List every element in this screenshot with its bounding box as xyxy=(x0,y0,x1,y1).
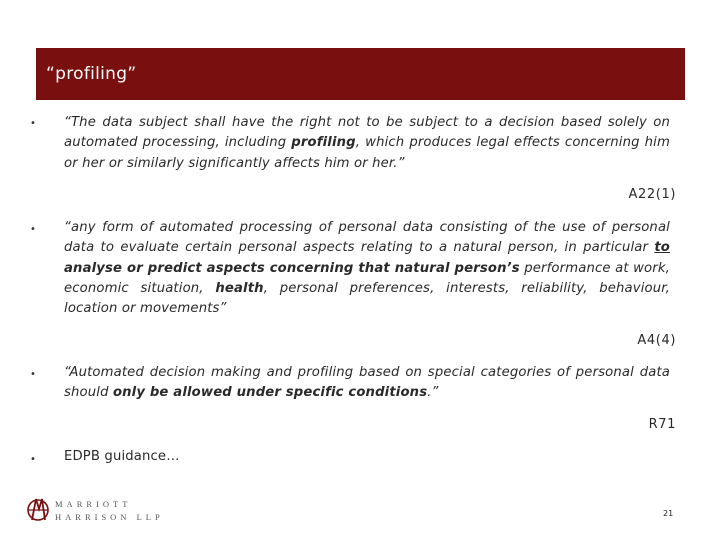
bullet-marker: • xyxy=(30,118,36,129)
bullet-marker: • xyxy=(30,454,36,465)
quote-text: performance at work, economic situation, xyxy=(64,260,670,296)
bullet-marker: • xyxy=(30,369,36,380)
quote-recital-71 xyxy=(64,363,670,404)
quote-text: “any form of automated processing of personal data consisting of the use of personal data to evaluate certain personal aspects relating to a natural person, in particular xyxy=(64,220,670,256)
reference-label: A22(1) xyxy=(628,187,676,202)
reference-label: A4(4) xyxy=(637,333,676,348)
quote-text: “Automated decision making and profiling based on special categories of personal data should xyxy=(64,365,670,401)
svg-text:MARRIOTT: MARRIOTT xyxy=(55,499,132,509)
bullet-marker: • xyxy=(30,224,36,235)
marriott-harrison-logo xyxy=(24,493,174,527)
svg-text:HARRISON LLP: HARRISON LLP xyxy=(55,512,164,522)
quote-text: “The data subject shall have the right not to be subject to a decision based solely on automated processing, including xyxy=(64,115,670,151)
slide-title: “profiling” xyxy=(46,64,137,84)
quote-emphasis: profiling xyxy=(291,135,356,151)
quote-text: , which produces legal effects concerning him or her or similarly significantly affects him or her.” xyxy=(64,135,670,171)
quote-emphasis: health xyxy=(215,280,264,296)
page-number: 21 xyxy=(663,509,674,518)
quote-article-4 xyxy=(64,218,670,319)
edpb-guidance-item: EDPB guidance… xyxy=(64,449,180,464)
title-bar xyxy=(36,48,685,100)
quote-emphasis: only be allowed under specific conditions xyxy=(112,385,428,401)
quote-article-22 xyxy=(64,113,670,174)
reference-label: R71 xyxy=(648,417,676,432)
quote-text: .” xyxy=(427,385,439,401)
quote-text: , personal preferences, interests, reliability, behaviour, location or movements” xyxy=(64,280,670,317)
quote-emphasis: to analyse or predict aspects concerning that natural person’s xyxy=(64,240,670,276)
